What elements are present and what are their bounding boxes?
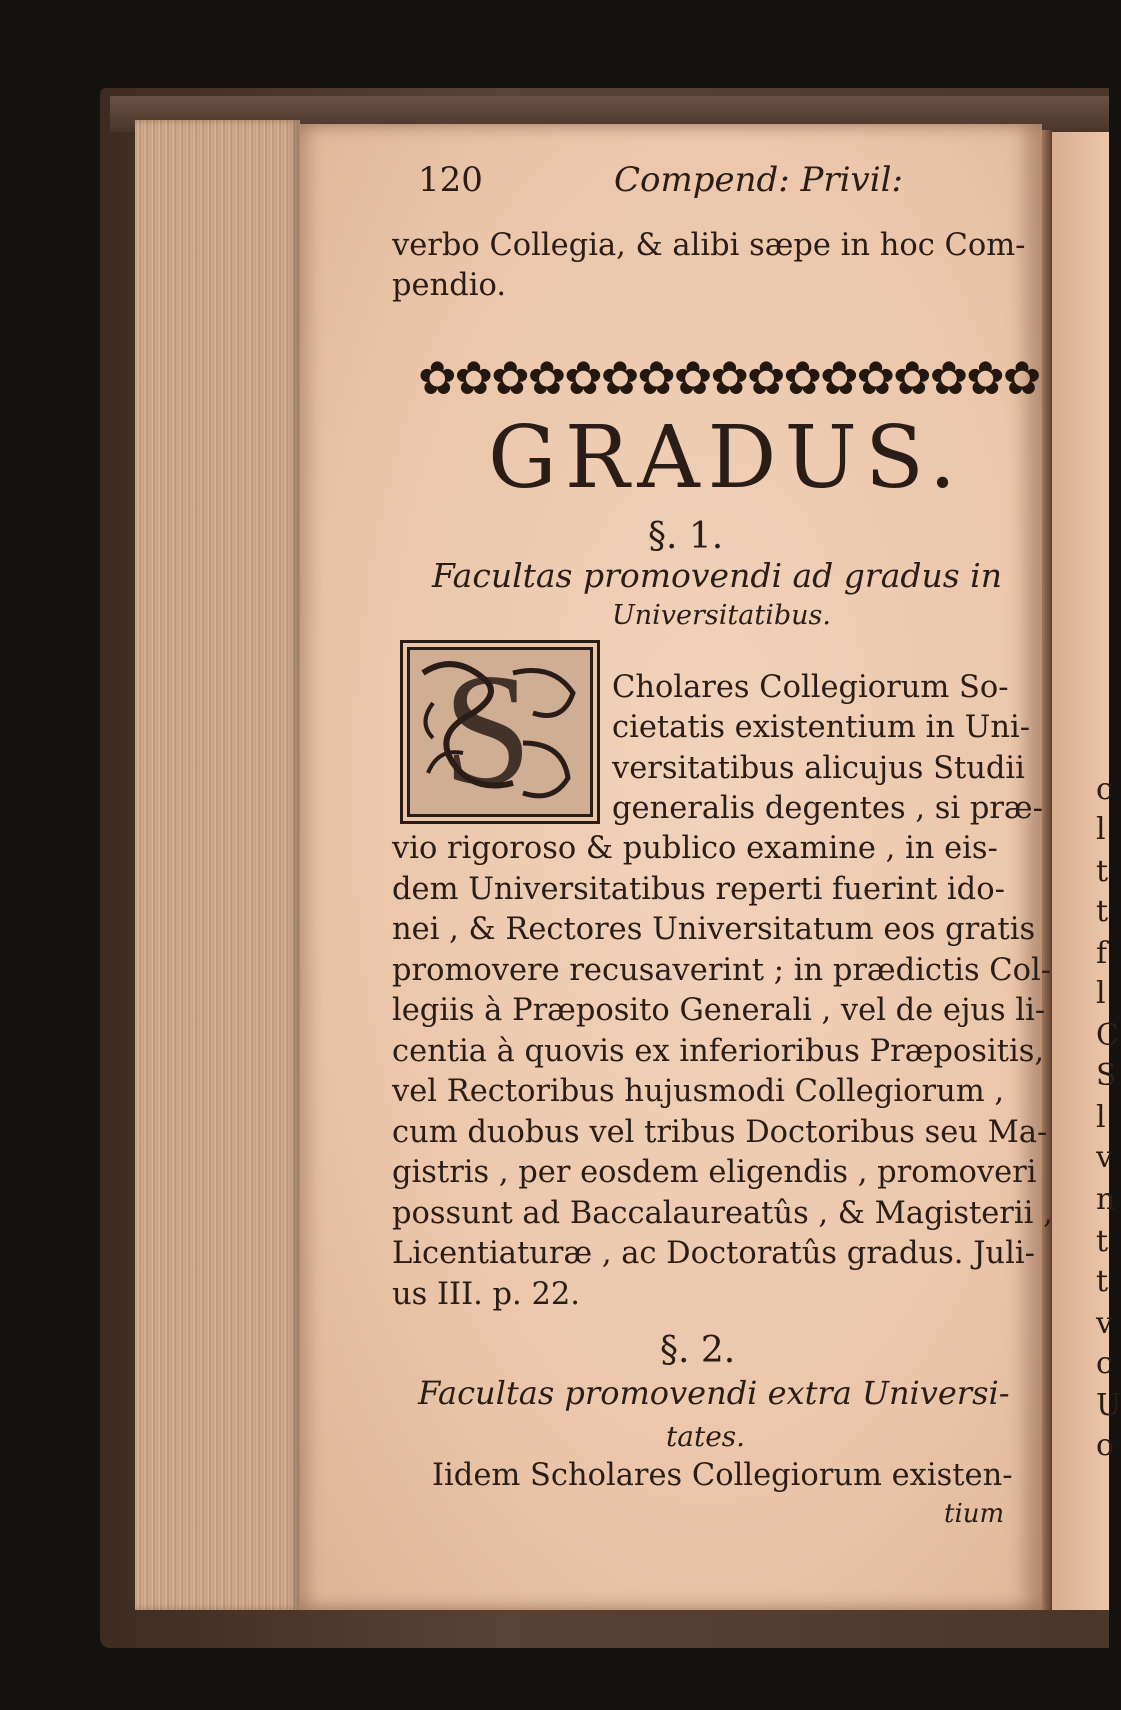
facing-letter: S — [1096, 1058, 1117, 1093]
facing-letter: U — [1096, 1388, 1121, 1423]
text-line: pendio. — [392, 268, 507, 303]
text-line: cum duobus vel tribus Doctoribus seu Ma- — [392, 1115, 1048, 1150]
facing-letter: t — [1096, 1264, 1109, 1299]
facing-letter: f — [1096, 936, 1108, 971]
text-line: centia à quovis ex inferioribus Præpositis, — [392, 1034, 1045, 1069]
text-line: legiis à Præposito Generali , vel de ejus li- — [392, 993, 1046, 1028]
section-heading-cont: Universitatibus. — [612, 600, 831, 631]
facing-letter: t — [1096, 1224, 1109, 1259]
text-line: vel Rectoribus hujusmodi Collegiorum , — [392, 1074, 1005, 1109]
facing-letter: c — [1096, 772, 1113, 807]
text-line: generalis degentes , si præ- — [612, 791, 1043, 826]
initial-letter: S — [443, 640, 532, 818]
facing-letter: l — [1096, 1100, 1106, 1135]
facing-letter: n — [1096, 1182, 1116, 1217]
catchword: tium — [944, 1499, 1005, 1529]
section-heading: Facultas promovendi ad gradus in — [432, 556, 1002, 595]
section-mark: §. 1. — [648, 516, 724, 557]
running-head — [418, 160, 1018, 210]
text-line: vio rigoroso & publico examine , in eis- — [392, 831, 998, 866]
book-gutter — [1042, 130, 1052, 1610]
text-line: Licentiaturæ , ac Doctoratûs gradus. Juli- — [392, 1236, 1035, 1271]
facing-letter: t — [1096, 854, 1109, 889]
text-line: nei , & Rectores Universitatum eos gratis — [392, 912, 1036, 947]
facing-letter: v — [1096, 1140, 1113, 1175]
text-line: gistris , per eosdem eligendis , promoveri — [392, 1155, 1037, 1190]
facing-page-fragment — [1052, 132, 1121, 1610]
page-block-edge — [135, 120, 300, 1610]
section-heading: Facultas promovendi extra Universi- — [418, 1374, 1010, 1412]
text-line: possunt ad Baccalaureatûs , & Magisterii , — [392, 1196, 1053, 1231]
page-number: 120 — [418, 160, 483, 200]
facing-letter: v — [1096, 1306, 1113, 1341]
chapter-title: GRADUS. — [488, 408, 965, 508]
text-line: Iidem Scholares Collegiorum existen- — [432, 1458, 1013, 1493]
facing-letter: c — [1096, 1346, 1113, 1381]
facing-letter: l — [1096, 976, 1106, 1011]
text-line: verbo Collegia, & alibi sæpe in hoc Com- — [392, 228, 1026, 263]
text-line: Cholares Collegiorum So- — [612, 670, 1009, 705]
text-line: cietatis existentium in Uni- — [612, 710, 1031, 745]
facing-letter: l — [1096, 812, 1106, 847]
text-line: dem Universitatibus reperti fuerint ido- — [392, 872, 1005, 907]
decorated-initial — [400, 640, 600, 824]
running-title: Compend: Privil: — [614, 160, 903, 200]
section-heading-cont: tates. — [666, 1420, 746, 1453]
facing-letter: C — [1096, 1018, 1119, 1053]
facing-letter: o — [1096, 1428, 1115, 1463]
text-line: promovere recusaverint ; in prædictis Col- — [392, 953, 1052, 988]
text-line: us III. p. 22. — [392, 1277, 580, 1312]
facing-letter: t — [1096, 894, 1109, 929]
text-line: versitatibus alicujus Studii — [612, 751, 1025, 786]
section-mark: §. 2. — [660, 1330, 736, 1371]
decorative-ornament-band: ✿✿✿✿✿✿✿✿✿✿✿✿✿✿✿✿✿ — [418, 351, 1040, 405]
